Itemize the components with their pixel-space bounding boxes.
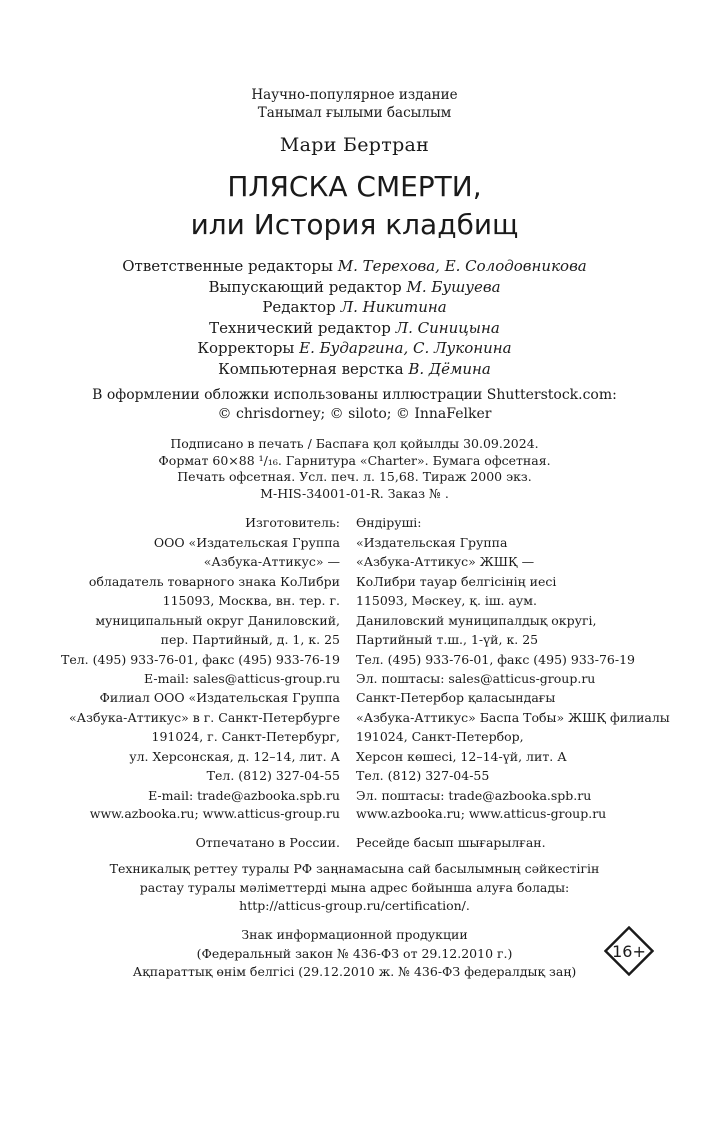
editor-role: Редактор: [262, 298, 336, 316]
series-line-ru: Научно-популярное издание: [251, 87, 458, 103]
websites-kz: www.azbooka.ru; www.atticus-group.ru: [356, 806, 607, 821]
printed-ru: Отпечатано в России.: [195, 835, 340, 850]
branch-kz-line: Херсон көшесі, 12–14-үй, лит. А: [356, 748, 567, 764]
branch-ru-line: «Азбука-Аттикус» в г. Санкт-Петербурге: [69, 709, 340, 725]
editor-line: [0, 318, 709, 339]
branch-ru-line: E-mail: trade@azbooka.spb.ru: [148, 787, 340, 803]
editor-role: Технический редактор: [209, 318, 391, 337]
certification-note: [0, 860, 709, 916]
info-sign-note: [0, 926, 709, 982]
manufacturer-ru-line: ООО «Издательская Группа: [153, 534, 340, 550]
manufacturer-row: [0, 591, 709, 611]
editor-line: [0, 256, 709, 277]
manufacturer-kz-line: Тел. (495) 933-76-01, факс (495) 933-76-19: [356, 651, 635, 667]
manufacturer-kz-line: 115093, Мәскеу, қ. іш. аум.: [356, 593, 537, 608]
manufacturer-row: [0, 630, 709, 650]
book-title: [0, 168, 709, 244]
editor-role: Корректоры: [197, 339, 295, 357]
editor-name: Л. Синицына: [395, 318, 500, 337]
manufacturer-kz-line: Партийный т.ш., 1-үй, к. 25: [356, 632, 539, 647]
manufacturer-row: [0, 611, 709, 631]
certification-url: http://atticus-group.ru/certification/.: [239, 898, 470, 913]
title-line-2: или История кладбищ: [190, 208, 519, 241]
branch-kz-line: 191024, Санкт-Петербор,: [356, 729, 524, 744]
manufacturer-ru-line: Тел. (495) 933-76-01, факс (495) 933-76-19: [61, 651, 340, 667]
branch-row: [0, 688, 709, 708]
branch-row: [0, 786, 709, 806]
branch-kz-line: Санкт-Петербор қаласындағы: [356, 690, 556, 705]
series-label: [0, 86, 709, 122]
branch-ru-line: Филиал ООО «Издательская Группа: [99, 690, 340, 705]
info-sign-line: Знак информационной продукции: [241, 927, 468, 942]
manufacturer-row: [0, 513, 709, 533]
series-line-kz: Танымал ғылыми басылым: [257, 105, 452, 121]
cover-credits: [0, 386, 709, 423]
manufacturer-ru-line: 115093, Москва, вн. тер. г.: [162, 593, 340, 608]
info-sign-line: Ақпараттық өнім белгісі (29.12.2010 ж. № 436-ФЗ федералдық заң): [132, 964, 577, 979]
print-info-line: Формат 60×88 ¹/₁₆. Гарнитура «Charter». Бумага офсетная.: [158, 452, 551, 468]
editor-name: Е. Бударгина, С. Луконина: [299, 339, 512, 357]
editor-role: Ответственные редакторы: [122, 257, 333, 275]
cover-credits-line: В оформлении обложки использованы иллюстрации Shutterstock.com:: [92, 387, 617, 403]
editor-line: [0, 338, 709, 359]
editor-line: [0, 297, 709, 318]
author-name: Мари Бертран: [279, 134, 430, 156]
editor-name: М. Бушуева: [406, 277, 501, 296]
manufacturer-ru-line: «Азбука-Аттикус» —: [203, 554, 340, 569]
manufacturer-kz-line: «Издательская Группа: [356, 534, 508, 550]
manufacturer-ru-line: пер. Партийный, д. 1, к. 25: [160, 632, 340, 647]
manufacturer-row: [0, 572, 709, 592]
printed-kz: Ресейде басып шығарылған.: [356, 835, 546, 850]
print-info: [0, 436, 709, 502]
manufacturer-row: [0, 669, 709, 689]
branch-ru-line: 191024, г. Санкт-Петербург,: [151, 729, 340, 744]
branch-row: [0, 766, 709, 786]
manufacturer-row: [0, 533, 709, 553]
printed-block: [0, 833, 709, 853]
certification-line: Техникалық реттеу туралы РФ заңнамасына сай басылымның сәйкестігін: [109, 861, 600, 876]
manufacturer-ru-line: обладатель товарного знака КоЛибри: [88, 573, 340, 589]
branch-kz-line: Эл. поштасы: trade@azbooka.spb.ru: [356, 787, 592, 803]
manufacturer-kz-line: Даниловский муниципалдық округі,: [356, 612, 597, 628]
manufacturer-ru-line: Изготовитель:: [245, 515, 340, 530]
age-rating-badge: [604, 926, 654, 976]
editor-role: Компьютерная верстка: [218, 359, 404, 378]
editor-name: М. Терехова, Е. Солодовникова: [337, 257, 587, 275]
manufacturer-kz-line: Өндіруші:: [356, 515, 422, 530]
editor-line: [0, 359, 709, 380]
branch-kz-line: Тел. (812) 327-04-55: [356, 768, 490, 783]
manufacturer-kz-line: Эл. поштасы: sales@atticus-group.ru: [356, 671, 596, 686]
manufacturer-ru-line: муниципальный округ Даниловский,: [95, 612, 340, 628]
editor-name: В. Дёмина: [408, 359, 491, 378]
editor-role: Выпускающий редактор: [208, 277, 402, 296]
manufacturer-block: [0, 513, 709, 689]
certification-line: растау туралы мәліметтерді мына адрес бойынша алуға болады:: [139, 879, 570, 895]
age-rating-text: 16+: [612, 942, 646, 961]
branch-ru-line: Тел. (812) 327-04-55: [206, 768, 340, 783]
websites-block: [0, 804, 709, 824]
manufacturer-ru-line: E-mail: sales@atticus-group.ru: [144, 671, 340, 686]
printed-row: [0, 833, 709, 853]
manufacturer-kz-line: КоЛибри тауар белгісінің иесі: [356, 573, 557, 589]
manufacturer-row: [0, 650, 709, 670]
editor-line: [0, 277, 709, 298]
info-sign-line: (Федеральный закон № 436-ФЗ от 29.12.2010 г.): [196, 945, 513, 961]
branch-row: [0, 708, 709, 728]
print-info-line: M-HIS-34001-01-R. Заказ № .: [260, 485, 449, 501]
branch-ru-line: ул. Херсонская, д. 12–14, лит. А: [129, 748, 340, 764]
manufacturer-kz-line: «Азбука-Аттикус» ЖШҚ —: [356, 554, 535, 569]
editors-list: [0, 256, 709, 379]
print-info-line: Подписано в печать / Баспаға қол қойылды 30.09.2024.: [170, 436, 539, 451]
title-line-1: ПЛЯСКА СМЕРТИ,: [227, 170, 482, 203]
websites-row: [0, 804, 709, 824]
websites-ru: www.azbooka.ru; www.atticus-group.ru: [89, 806, 340, 821]
branch-row: [0, 727, 709, 747]
cover-credits-line: © chrisdorney; © siloto; © InnaFelker: [217, 405, 492, 422]
branch-kz-line: «Азбука-Аттикус» Баспа Тобы» ЖШҚ филиалы: [356, 709, 670, 725]
manufacturer-row: [0, 552, 709, 572]
branch-block: [0, 688, 709, 805]
branch-row: [0, 747, 709, 767]
print-info-line: Печать офсетная. Усл. печ. л. 15,68. Тираж 2000 экз.: [177, 469, 532, 484]
editor-name: Л. Никитина: [340, 298, 447, 316]
